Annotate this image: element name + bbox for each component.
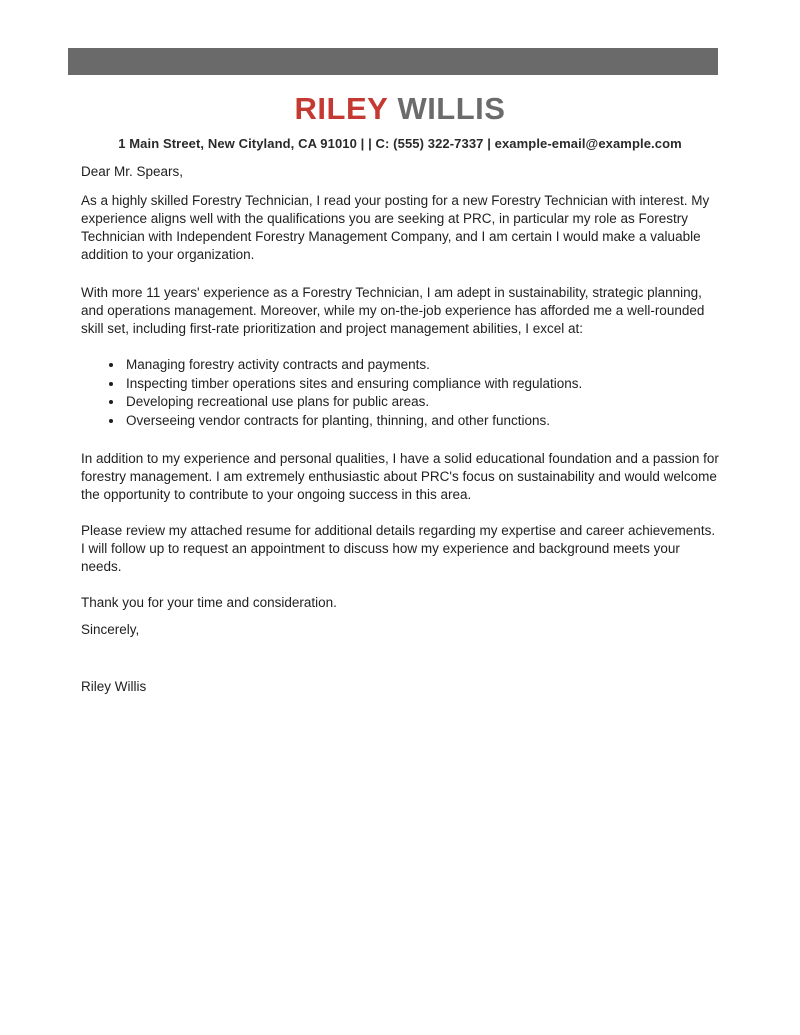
name-first: RILEY xyxy=(294,91,389,126)
list-item: • Overseeing vendor contracts for planting, thinning, and other functions. xyxy=(124,412,721,431)
signoff-line: Sincerely, xyxy=(81,622,140,637)
letter-body xyxy=(81,163,721,696)
name-last: WILLIS xyxy=(397,91,506,126)
list-item: • Managing forestry activity contracts and payments. xyxy=(124,356,721,375)
page-title xyxy=(0,93,800,124)
paragraph-education: In addition to my experience and personal qualities, I have a solid educational foundation and a passion for forestry management. I am extremely enthusiastic about PRC's focus on sustainability and would welcome the opportunity to contribute to your ongoing success in this area. xyxy=(81,451,719,502)
paragraph-experience: With more 11 years' experience as a Forestry Technician, I am adept in sustainability, strategic planning, and operations management. Moreover, while my on-the-job experience has afforded me a well-rounded skill set, including first-rate prioritization and project management abilities, I excel at: xyxy=(81,285,705,336)
paragraph-intro: As a highly skilled Forestry Technician, I read your posting for a new Forestry Technician with interest. My experience aligns well with the qualifications you are seeking at PRC, in particular my role as Forestry Technician with Independent Forestry Management Company, and I am certain I would make a valuable addition to your organization. xyxy=(81,193,710,262)
paragraph-resume: Please review my attached resume for additional details regarding my expertise and career achievements. I will follow up to request an appointment to discuss how my experience and background meets your needs. xyxy=(81,523,716,574)
thanks-line: Thank you for your time and consideration. xyxy=(81,595,337,610)
signature-name: Riley Willis xyxy=(81,679,147,694)
contact-line: 1 Main Street, New Cityland, CA 91010 | | C: (555) 322-7337 | example-email@example.com xyxy=(118,136,682,151)
list-item: • Developing recreational use plans for public areas. xyxy=(124,393,721,412)
salutation: Dear Mr. Spears, xyxy=(81,164,184,179)
skills-bullet-list xyxy=(81,356,721,430)
list-item: • Inspecting timber operations sites and ensuring compliance with regulations. xyxy=(124,375,721,394)
header-accent-bar xyxy=(68,48,718,75)
